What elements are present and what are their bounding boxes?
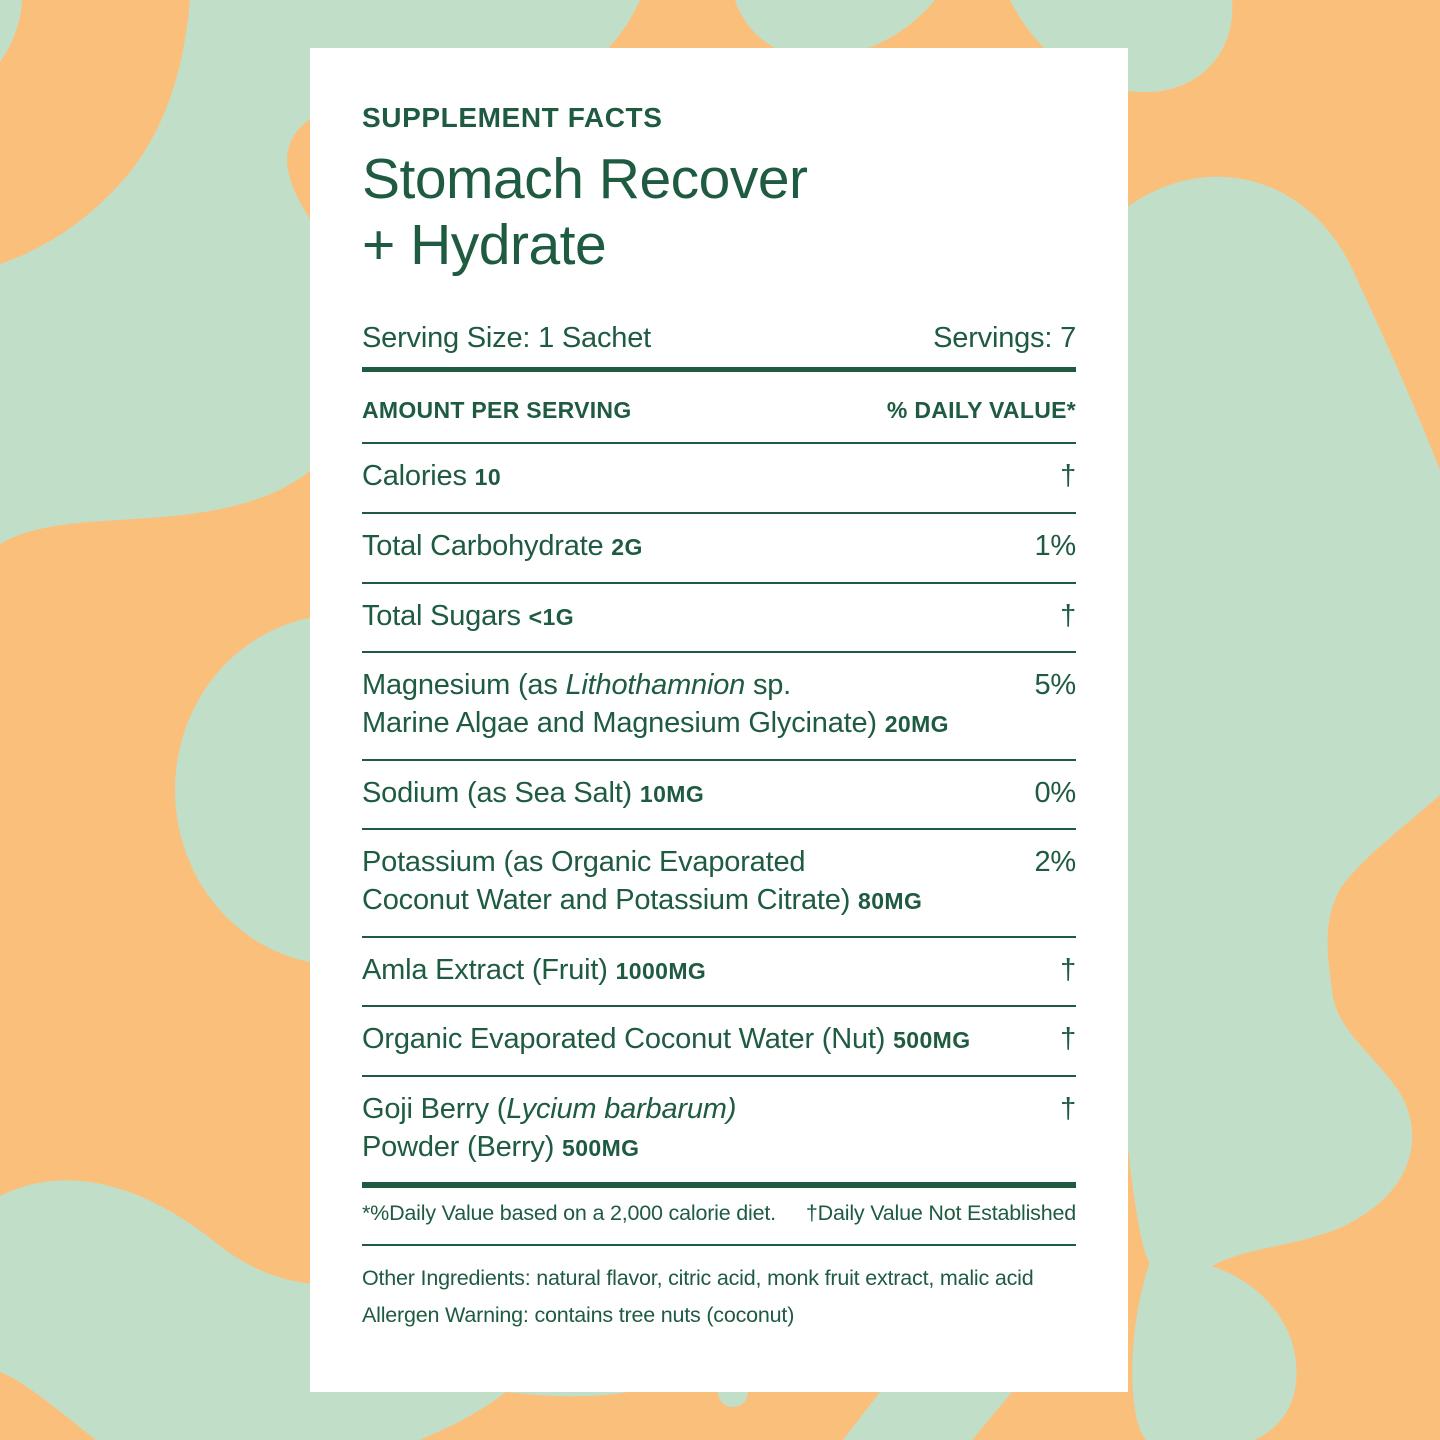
supplement-facts-heading: SUPPLEMENT FACTS bbox=[362, 102, 663, 133]
row-amount: 80MG bbox=[858, 888, 923, 915]
column-daily-value: % DAILY VALUE* bbox=[886, 397, 1076, 424]
row-text: Marine Algae and Magnesium Glycinate) bbox=[362, 706, 885, 739]
row-value: † bbox=[1060, 460, 1076, 493]
row-value: 0% bbox=[1034, 776, 1076, 809]
row-text: Goji Berry ( bbox=[362, 1093, 507, 1126]
table-row bbox=[362, 514, 1076, 584]
row-text: Sodium (as Sea Salt) bbox=[362, 776, 640, 809]
servings-count-label: Servings: 7 bbox=[933, 322, 1076, 355]
row-text: Coconut Water and Potassium Citrate) bbox=[362, 884, 859, 917]
row-amount: 10 bbox=[474, 464, 502, 491]
row-text: Total Carbohydrate bbox=[362, 529, 612, 562]
other-ingredients: Other Ingredients: natural flavor, citric acid, monk fruit extract, malic acid bbox=[362, 1266, 1034, 1291]
row-amount: <1G bbox=[528, 603, 574, 630]
table-row bbox=[362, 938, 1076, 1008]
table-row bbox=[362, 584, 1076, 654]
serving-row bbox=[362, 322, 1076, 372]
row-label bbox=[362, 775, 704, 813]
table-row bbox=[362, 830, 1076, 937]
row-label bbox=[362, 598, 574, 636]
row-label bbox=[362, 1021, 971, 1059]
row-text: Potassium (as Organic Evaporated bbox=[362, 846, 806, 879]
row-amount: 500MG bbox=[893, 1027, 971, 1054]
row-amount: 1000MG bbox=[615, 957, 707, 984]
nutrient-table bbox=[362, 444, 1076, 1188]
allergen-warning: Allergen Warning: contains tree nuts (coconut) bbox=[362, 1303, 795, 1328]
table-row bbox=[362, 1007, 1076, 1077]
daily-value-footnote: *%Daily Value based on a 2,000 calorie diet. bbox=[362, 1201, 776, 1226]
row-label bbox=[362, 528, 643, 566]
not-established-footnote: †Daily Value Not Established bbox=[805, 1201, 1076, 1226]
row-text: Total Sugars bbox=[362, 599, 529, 632]
table-row bbox=[362, 444, 1076, 514]
table-row bbox=[362, 653, 1076, 760]
row-label bbox=[362, 952, 706, 990]
row-text: sp. bbox=[745, 669, 792, 702]
mint-blob bbox=[1297, 782, 1353, 874]
row-amount: 2G bbox=[611, 533, 643, 560]
row-label bbox=[362, 458, 501, 496]
footnote-row bbox=[362, 1188, 1076, 1246]
row-botanical-name: Lithothamnion bbox=[565, 669, 746, 702]
row-text: Magnesium (as bbox=[362, 669, 566, 702]
supplement-facts-card bbox=[310, 48, 1128, 1392]
row-botanical-name: Lycium barbarum) bbox=[506, 1093, 737, 1126]
column-amount-per-serving: AMOUNT PER SERVING bbox=[362, 397, 632, 424]
row-value: 1% bbox=[1034, 529, 1076, 562]
product-title-line2: + Hydrate bbox=[362, 213, 607, 278]
row-value: † bbox=[1060, 1093, 1076, 1126]
row-text: Amla Extract (Fruit) bbox=[362, 953, 616, 986]
product-title bbox=[362, 146, 1076, 278]
table-row bbox=[362, 761, 1076, 831]
table-row bbox=[362, 1077, 1076, 1188]
row-label bbox=[362, 667, 949, 742]
row-text: Calories bbox=[362, 460, 475, 493]
row-amount: 500MG bbox=[562, 1134, 640, 1161]
row-value: 2% bbox=[1034, 846, 1076, 879]
row-amount: 20MG bbox=[884, 710, 949, 737]
row-amount: 10MG bbox=[639, 780, 705, 807]
row-label bbox=[362, 1091, 736, 1166]
serving-size-label: Serving Size: 1 Sachet bbox=[362, 322, 651, 355]
row-text: Organic Evaporated Coconut Water (Nut) bbox=[362, 1023, 894, 1056]
row-value: † bbox=[1060, 953, 1076, 986]
row-value: † bbox=[1060, 1023, 1076, 1056]
row-text: Powder (Berry) bbox=[362, 1130, 563, 1163]
row-label bbox=[362, 844, 922, 919]
row-value: † bbox=[1060, 599, 1076, 632]
row-value: 5% bbox=[1034, 669, 1076, 702]
product-title-line1: Stomach Recover bbox=[362, 147, 808, 211]
table-header-row bbox=[362, 372, 1076, 444]
